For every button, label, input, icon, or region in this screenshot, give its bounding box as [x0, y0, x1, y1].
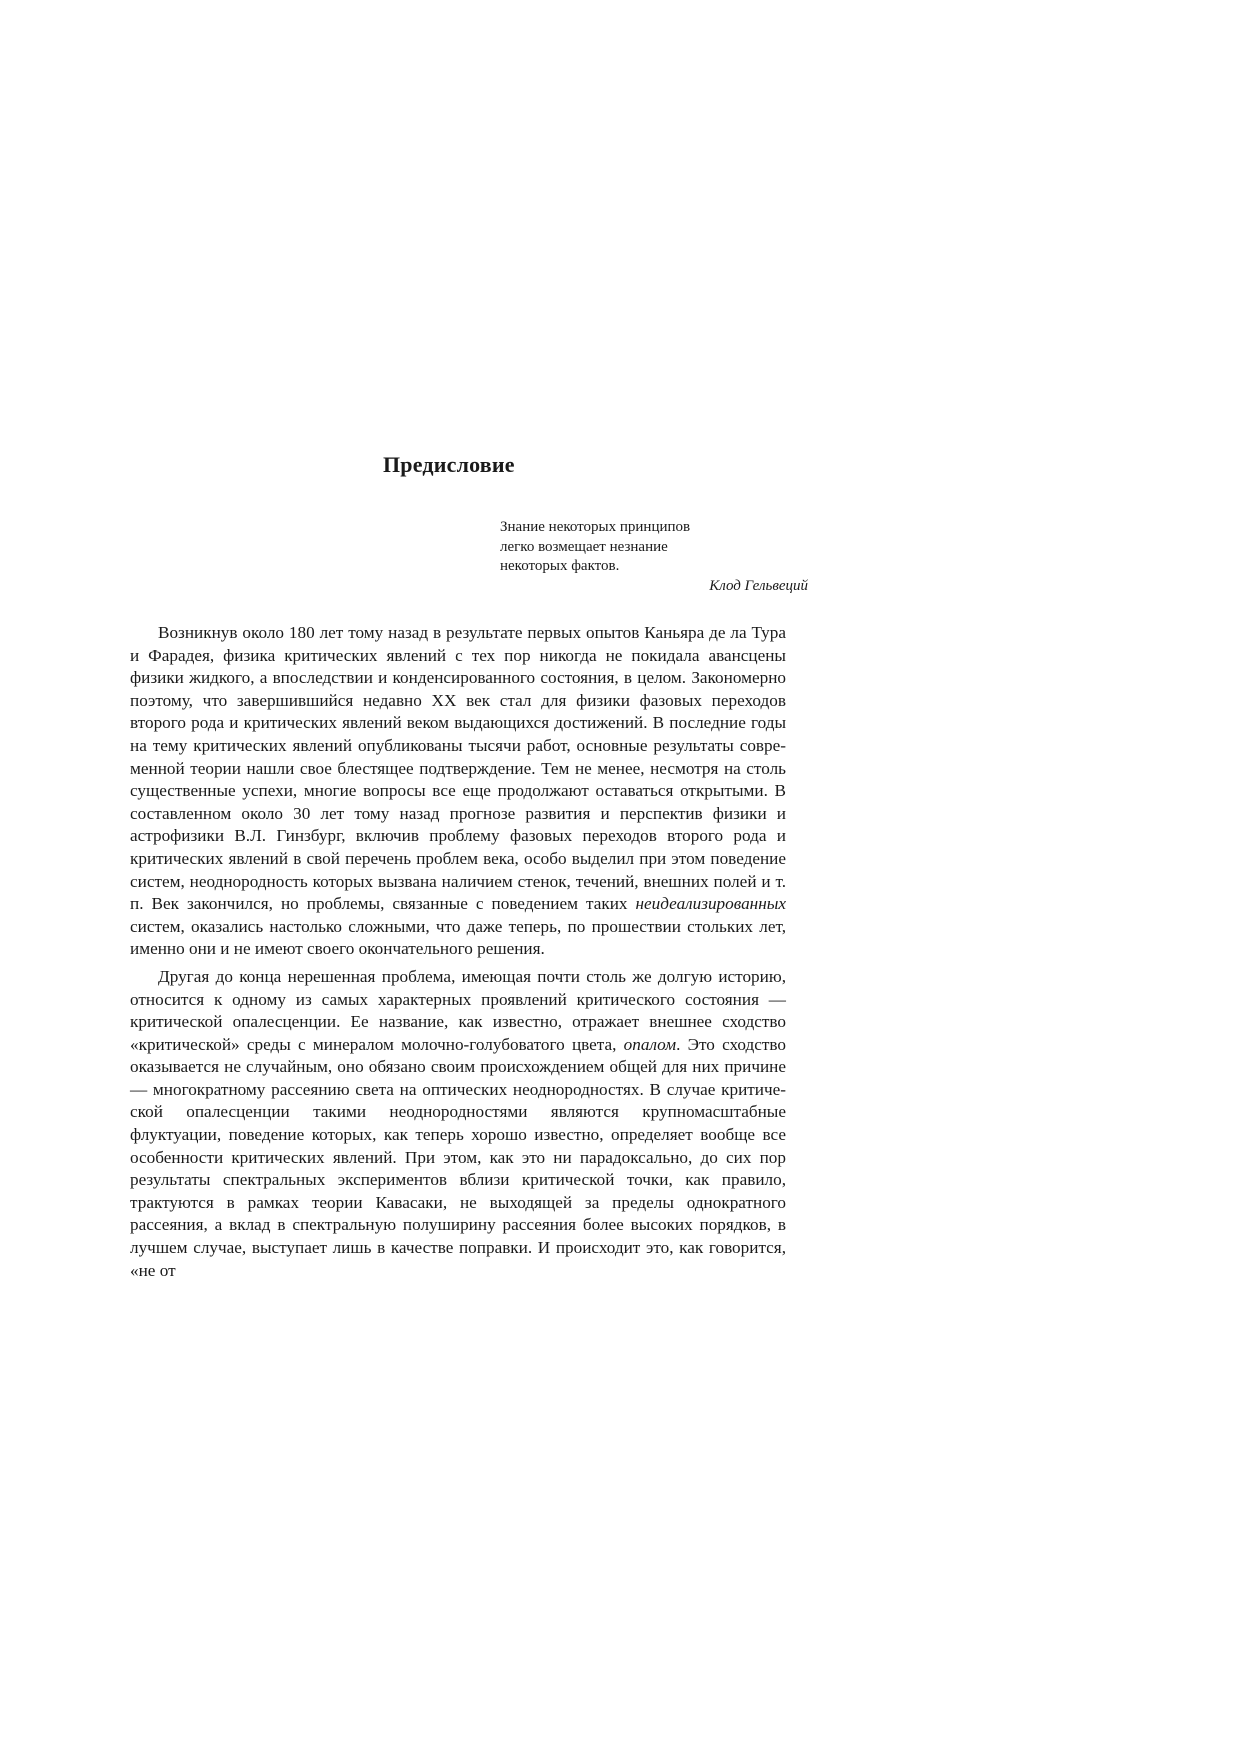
epigraph-line: некоторых фактов.: [500, 558, 620, 574]
paragraph-text: . Это сходство оказывается не случайным, оно обязано своим происхождением общей для них причине — многократному рассеянию света на оптических неоднородностях. В случае критической опалесценции такими неоднородностями являются крупномасштабные флуктуации, поведение которых, как теперь хорошо известно, определяет вообще все особенности критических явлений. При этом, как это ни парадоксально, до сих пор результаты спектральных экспериментов вблизи критической точки, как правило, трактуются в рамках теории Кавасаки, не выходящей за пределы однократного рассеяния, а вклад в спектральную полуширину рассеяния более высоких порядков, в лучшем случае, выступает лишь в качестве поправки. И происходит это, как говорится, «не от: [130, 1034, 786, 1280]
epigraph: [500, 518, 810, 596]
paragraph-emphasis: неидеализированных: [635, 894, 786, 914]
paragraph-text: систем, оказались настолько сложными, что даже теперь, по прошествии стольких лет, именно они и не имеют своего окончательного решения.: [130, 916, 786, 959]
epigraph-author: Клод Гельвеций: [709, 577, 808, 594]
paragraph: [130, 622, 786, 961]
page-title: Предисловие: [383, 452, 515, 477]
paragraph-text: Возникнув около 180 лет тому назад в результате первых опытов Каньяра де ла Тура и Фарадея, физика критических явлений с тех пор никогда не покидала авансцены физики жидкого, а впоследствии и конденсированного состояния, в целом. Закономерно поэтому, что завершившийся недавно XX век стал для физики фазовых переходов второго рода и критических явлений веком выдающихся достижений. В последние годы на тему критических явлений опубликованы тысячи работ, основные результаты современной теории нашли свое блестящее подтверждение. Тем не менее, несмотря на столь существенные успехи, многие вопросы все еще продолжают оставаться открытыми. В составленном около 30 лет тому назад прогнозе развития и перспектив физики и астрофизики В.Л. Гинзбург, включив проблему фазовых переходов второго рода и критических явлений в свой перечень проблем века, особо выделил при этом поведение систем, неоднородность которых вызвана наличием стенок, течений, внешних полей и т. п. Век закончился, но проблемы, связанные с поведением таких: [130, 623, 786, 914]
paragraph-text: Другая до конца нерешенная проблема, имеющая почти столь же долгую историю, относится к одному из самых характерных проявлений критического состояния — критической опалесценции. Ее название, как известно, отражает внешнее сходство «критической» среды с минералом молочно-голубоватого цвета,: [130, 966, 786, 1054]
body-text: [130, 622, 786, 1287]
paragraph-emphasis: опалом: [623, 1034, 677, 1054]
epigraph-line: Знание некоторых принципов: [500, 519, 691, 535]
epigraph-line: легко возмещает незнание: [500, 538, 668, 555]
paragraph: [130, 966, 786, 1282]
